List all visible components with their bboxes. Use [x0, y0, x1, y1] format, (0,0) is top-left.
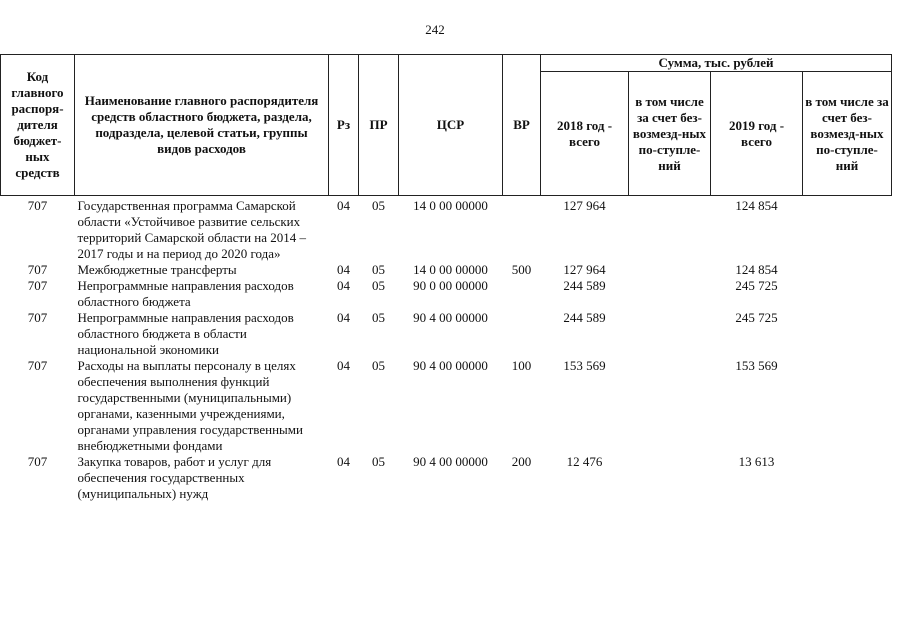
cell-2018-total: 153 569: [563, 358, 606, 373]
cell-2018-free: [629, 278, 711, 310]
cell-rz: 04: [337, 262, 350, 277]
cell-2019-total: 124 854: [735, 198, 778, 213]
cell-2019-total: 153 569: [735, 358, 778, 373]
cell-csr: 90 4 00 00000: [413, 310, 488, 325]
cell-name: Расходы на выплаты персоналу в целях обеспечения выполнения функций государственными (муниципальными) органами, казенными учреждениями, органами управления государственными внебюджетными фондами: [77, 358, 303, 453]
header-name: Наименование главного распорядителя средств областного бюджета, раздела, подраздела, целевой статьи, группы видов расходов: [75, 55, 329, 196]
cell-pr: 05: [372, 358, 385, 373]
cell-2018-free: [629, 454, 711, 502]
cell-code: 707: [27, 310, 48, 325]
cell-rz: 04: [337, 278, 350, 293]
header-code: Код главного распоря-дителя бюджет-ных средств: [1, 55, 75, 196]
cell-2018-total: 127 964: [563, 262, 606, 277]
cell-code: 707: [27, 358, 48, 373]
table-row: [1, 358, 892, 454]
header-csr: ЦСР: [399, 55, 503, 196]
cell-pr: 05: [372, 198, 385, 213]
cell-pr: 05: [372, 310, 385, 325]
header-pr: ПР: [359, 55, 399, 196]
cell-2019-free: [803, 454, 892, 502]
table-row: [1, 196, 892, 263]
cell-csr: 14 0 00 00000: [413, 198, 488, 213]
cell-vr: 100: [511, 358, 532, 373]
cell-2019-total: 245 725: [735, 310, 778, 325]
table-row: [1, 278, 892, 310]
budget-table: [0, 54, 892, 502]
cell-vr: 500: [511, 262, 532, 277]
cell-2018-total: 12 476: [566, 454, 603, 469]
cell-csr: 90 4 00 00000: [413, 358, 488, 373]
cell-csr: 90 0 00 00000: [413, 278, 488, 293]
cell-vr: [503, 310, 541, 358]
cell-pr: 05: [372, 262, 385, 277]
cell-2019-free: [803, 310, 892, 358]
cell-name: Межбюджетные трансферты: [77, 262, 237, 277]
cell-code: 707: [27, 262, 48, 277]
table-row: [1, 262, 892, 278]
cell-2018-total: 127 964: [563, 198, 606, 213]
header-2018-free: в том числе за счет без-возмезд-ных по-ступле-ний: [629, 72, 711, 196]
cell-code: 707: [27, 198, 48, 213]
cell-2019-total: 124 854: [735, 262, 778, 277]
cell-vr: [503, 196, 541, 263]
cell-2019-free: [803, 278, 892, 310]
cell-pr: 05: [372, 278, 385, 293]
table-row: [1, 310, 892, 358]
cell-2019-free: [803, 196, 892, 263]
header-2019-total: 2019 год - всего: [711, 72, 803, 196]
cell-2018-free: [629, 310, 711, 358]
header-vr: ВР: [503, 55, 541, 196]
cell-code: 707: [27, 278, 48, 293]
cell-2018-total: 244 589: [563, 310, 606, 325]
cell-2018-free: [629, 196, 711, 263]
cell-vr: [503, 278, 541, 310]
page-number: 242: [425, 22, 445, 37]
cell-2018-free: [629, 358, 711, 454]
header-sum: Сумма, тыс. рублей: [541, 55, 892, 72]
cell-2018-total: 244 589: [563, 278, 606, 293]
cell-2019-free: [803, 262, 892, 278]
cell-name: Государственная программа Самарской области «Устойчивое развитие сельских территорий Самарской области на 2014 – 2017 годы и на период до 2020 года»: [77, 198, 306, 261]
cell-name: Непрограммные направления расходов областного бюджета в области национальной экономики: [77, 310, 294, 357]
cell-name: Непрограммные направления расходов областного бюджета: [77, 278, 294, 309]
cell-rz: 04: [337, 310, 350, 325]
table-row: [1, 454, 892, 502]
cell-rz: 04: [337, 358, 350, 373]
header-2018-total: 2018 год - всего: [541, 72, 629, 196]
cell-csr: 90 4 00 00000: [413, 454, 488, 469]
cell-pr: 05: [372, 454, 385, 469]
cell-2019-total: 13 613: [738, 454, 775, 469]
cell-name: Закупка товаров, работ и услуг для обеспечения государственных (муниципальных) нужд: [77, 454, 272, 501]
header-2019-free: в том числе за счет без-возмезд-ных по-ступле-ний: [803, 72, 892, 196]
cell-rz: 04: [337, 454, 350, 469]
cell-rz: 04: [337, 198, 350, 213]
cell-2019-total: 245 725: [735, 278, 778, 293]
cell-2018-free: [629, 262, 711, 278]
header-rz: Рз: [329, 55, 359, 196]
cell-vr: 200: [511, 454, 532, 469]
cell-code: 707: [27, 454, 48, 469]
cell-csr: 14 0 00 00000: [413, 262, 488, 277]
cell-2019-free: [803, 358, 892, 454]
